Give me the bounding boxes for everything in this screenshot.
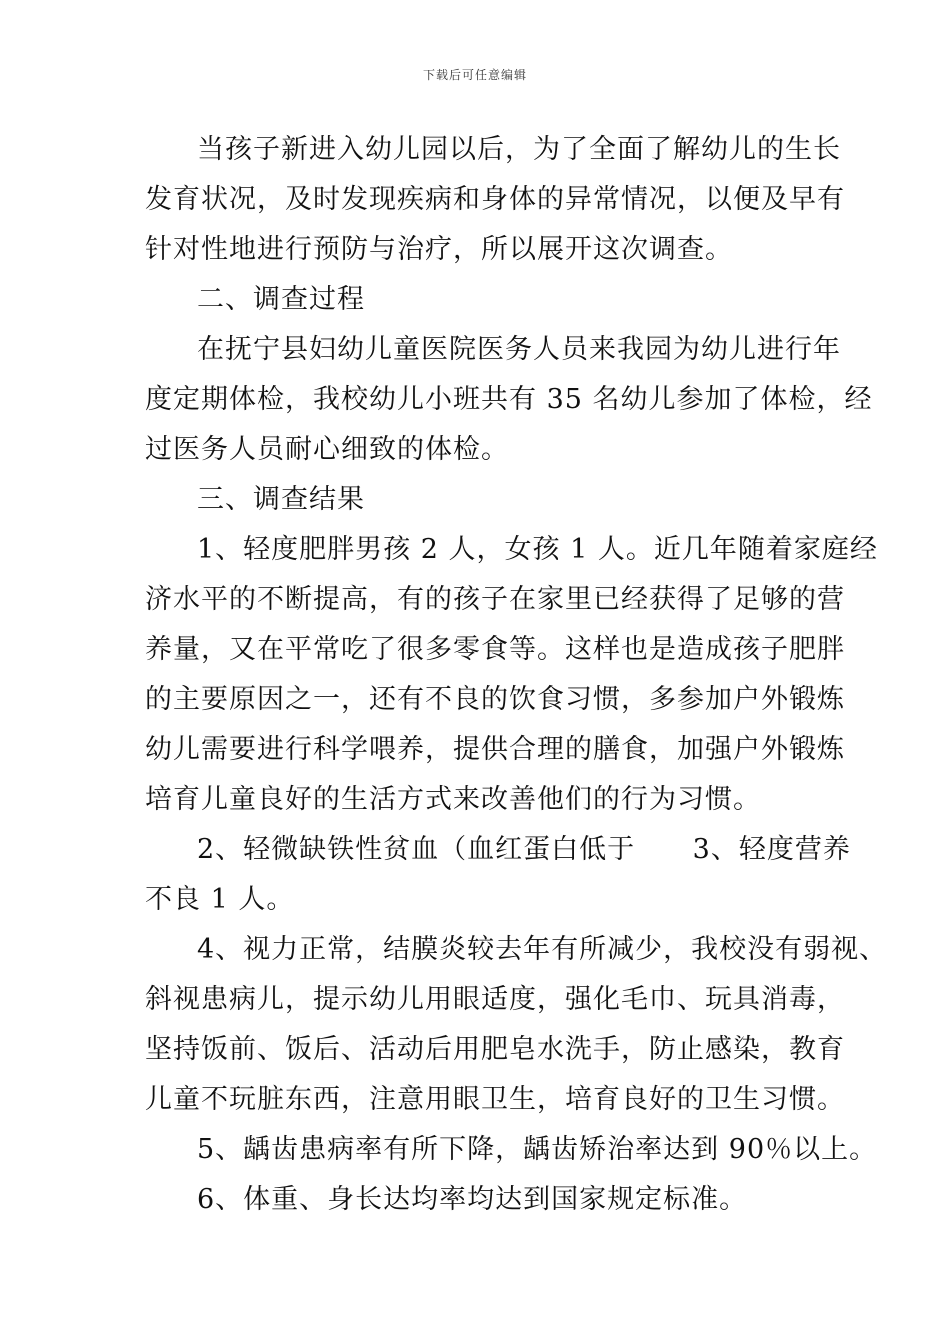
text-line: 针对性地进行预防与治疗，所以展开这次调查。 (145, 234, 733, 265)
text-line: 5、龋齿患病率有所下降，龋齿矫治率达到 90％以上。 (197, 1134, 878, 1165)
text-line: 斜视患病儿，提示幼儿用眼适度，强化毛巾、玩具消毒， (145, 984, 845, 1015)
section-heading: 三、调查结果 (197, 484, 365, 515)
text-line: 的主要原因之一，还有不良的饮食习惯，多参加户外锻炼 (145, 684, 845, 715)
text-line: 培育儿童良好的生活方式来改善他们的行为习惯。 (145, 784, 761, 815)
text-line: 1、轻度肥胖男孩 2 人，女孩 1 人。近几年随着家庭经 (197, 534, 878, 565)
text-line: 幼儿需要进行科学喂养，提供合理的膳食，加强户外锻炼 (145, 734, 845, 765)
text-line: 养量，又在平常吃了很多零食等。这样也是造成孩子肥胖 (145, 634, 845, 665)
text-line: 过医务人员耐心细致的体检。 (145, 434, 509, 465)
text-line: 济水平的不断提高，有的孩子在家里已经获得了足够的营 (145, 584, 845, 615)
text-line: 在抚宁县妇幼儿童医院医务人员来我园为幼儿进行年 (197, 334, 841, 365)
text-line: 度定期体检，我校幼儿小班共有 35 名幼儿参加了体检，经 (145, 384, 873, 415)
text-line: 4、视力正常，结膜炎较去年有所减少，我校没有弱视、 (197, 934, 888, 965)
text-line: 儿童不玩脏东西，注意用眼卫生，培育良好的卫生习惯。 (145, 1084, 845, 1115)
text-line: 发育状况，及时发现疾病和身体的异常情况，以便及早有 (145, 184, 845, 215)
header-note: 下载后可任意编辑 (422, 68, 527, 82)
section-heading: 二、调查过程 (197, 284, 365, 315)
text-line: 不良 1 人。 (145, 884, 295, 915)
text-line: 6、体重、身长达均率均达到国家规定标准。 (197, 1184, 748, 1215)
text-line: 2、轻微缺铁性贫血（血红蛋白低于 3、轻度营养 (197, 834, 851, 865)
text-line: 坚持饭前、饭后、活动后用肥皂水洗手，防止感染，教育 (145, 1034, 845, 1065)
text-line: 当孩子新进入幼儿园以后，为了全面了解幼儿的生长 (197, 134, 841, 165)
